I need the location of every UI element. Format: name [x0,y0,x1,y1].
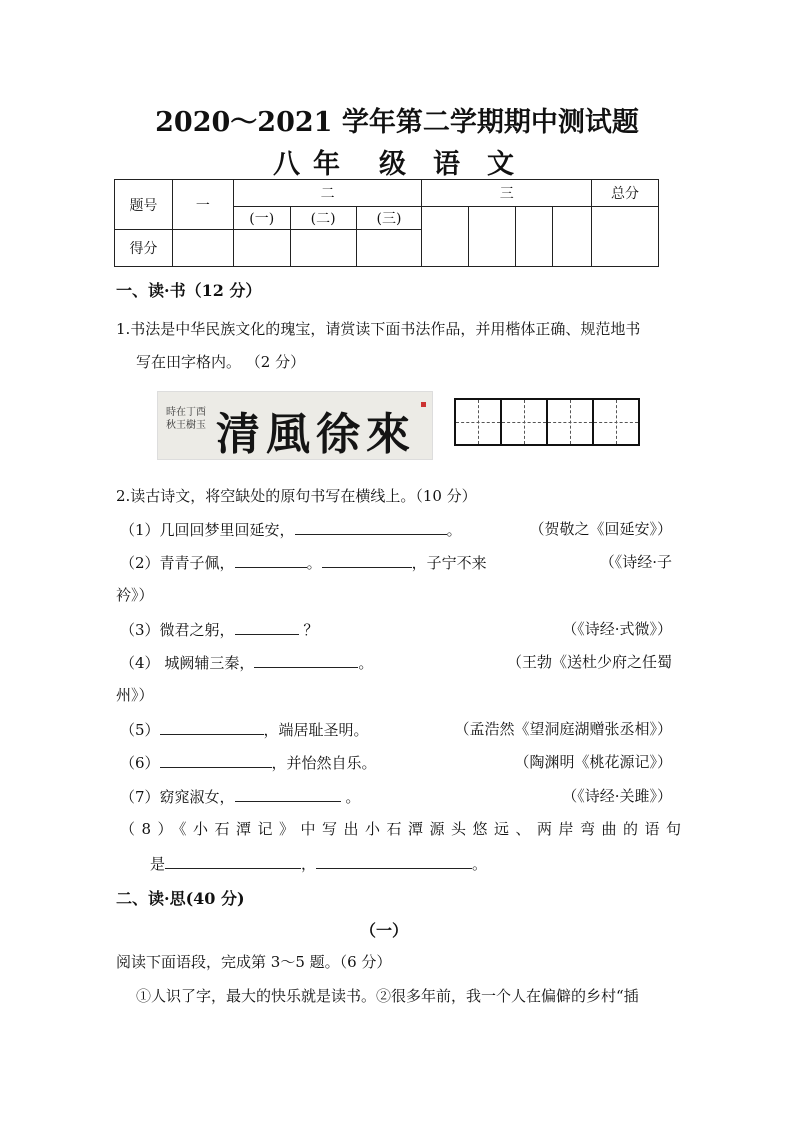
tianzige-cell[interactable] [500,398,546,446]
score-cell[interactable] [516,207,553,267]
answer-blank[interactable] [235,618,299,635]
poem-item-8: （8）《小石潭记》中写出小石潭源头悠远、两岸弯曲的语句 [120,820,688,838]
item-text: 。 [340,788,361,806]
subtitle-char: 年 [313,149,342,180]
q1-line1: 1.书法是中华民族文化的瑰宝，请赏读下面书法作品，并用楷体正确、规范地书 [116,320,641,338]
item-source: （《诗经·关雎》） [562,787,672,805]
item-number: （4） [120,654,160,672]
item-text: 几回回梦里回延安， [159,521,295,539]
poem-item-6 [120,751,377,774]
subtitle-char: 八 [273,149,302,180]
answer-blank[interactable] [160,718,264,735]
poem-item-5 [120,718,369,741]
item-source: （贺敬之《回延安》） [529,520,672,538]
q1-line2: 写在田字格内。 （2 分） [136,353,306,371]
item-number: （5） [120,721,160,739]
section2-part: （一） [359,921,408,940]
col-two-sub: (三) [356,207,422,230]
item-text: ，并怡然自乐。 [271,754,377,772]
item-text: 微君之躬， [159,621,235,639]
score-cell[interactable] [422,207,469,267]
answer-blank[interactable] [235,785,341,802]
item-text: 城阙辅三秦， [159,654,255,672]
calligraphy-inscription: 時在丁酉秋王樹玉 [166,407,206,431]
section1-heading: 一、读·书（12 分） [116,281,262,300]
reading-instruction: 阅读下面语段，完成第 3～5 题。（6 分） [116,953,392,971]
poem-item-4 [120,651,373,674]
poem-item-1 [120,518,462,541]
item-text: ，子宁不来 [411,554,487,572]
reading-passage: ①人识了字，最大的快乐就是读书。②很多年前，我一个人在偏僻的乡村“插 [136,987,639,1005]
q2-heading: 2.读古诗文，将空缺处的原句书写在横线上。（10 分） [116,487,477,505]
poem-item-2 [120,551,487,574]
item-text: 。 [306,554,322,572]
section2-heading: 二、读·思(40 分) [116,889,245,908]
score-table [114,179,659,267]
item-number: （1） [120,521,160,539]
subtitle-char: 文 [487,149,516,180]
item-number: （3） [120,621,160,639]
exam-subtitle [273,142,516,181]
poem-item-7 [120,785,360,808]
col-three: 三 [422,180,592,207]
subtitle-char: 级 [379,149,408,180]
col-two-sub: (一) [233,207,290,230]
row-label-question: 题号 [115,180,173,230]
item-text: 窈窕淑女， [159,788,235,806]
col-one: 一 [172,180,233,230]
answer-blank[interactable] [295,518,447,535]
score-cell[interactable] [172,230,233,267]
item-number: （2） [120,554,160,572]
item-text: ？ [303,621,319,639]
poem-item-8-answer [150,852,487,875]
seal-stamp [421,402,426,407]
exam-title: 2020～2021 学年第二学期期中测试题 [155,107,639,138]
answer-blank[interactable] [254,651,358,668]
item-source: （陶渊明《桃花源记》） [514,753,672,771]
answer-blank[interactable] [165,852,301,869]
score-cell[interactable] [356,230,422,267]
poem-item-3 [120,618,318,641]
item-source-cont: 衿》） [116,586,154,604]
col-two: 二 [233,180,422,207]
col-total: 总分 [592,180,659,207]
score-cell[interactable] [233,230,290,267]
item-source: （《诗经·子 [599,553,672,571]
col-two-sub: (二) [290,207,356,230]
item-number: （6） [120,754,160,772]
tianzige-grid [454,398,640,446]
answer-blank[interactable] [235,551,307,568]
subtitle-char: 语 [433,149,462,180]
tianzige-cell[interactable] [592,398,640,446]
item-source: （孟浩然《望洞庭湖赠张丞相》） [454,720,672,738]
score-cell[interactable] [553,207,592,267]
score-cell[interactable] [469,207,516,267]
item-number: （7） [120,788,160,806]
item-text: 。 [472,855,488,873]
item-text: 青青子佩， [159,554,235,572]
item-text: ，端居耻圣明。 [263,721,369,739]
item-text: ， [301,855,317,873]
tianzige-cell[interactable] [546,398,592,446]
score-cell[interactable] [290,230,356,267]
item-text: 。 [358,654,374,672]
item-source: （王勃《送杜少府之任蜀 [506,653,672,671]
answer-blank[interactable] [160,751,272,768]
calligraphy-text: 清風徐來 [216,409,416,460]
answer-blank[interactable] [316,852,472,869]
row-label-score: 得分 [115,230,173,267]
answer-blank[interactable] [322,551,412,568]
item-source-cont: 州》） [116,686,154,704]
score-cell[interactable] [592,207,659,267]
item-source: （《诗经·式微》） [562,620,672,638]
calligraphy-artwork [157,391,433,460]
item-text: 。 [446,521,462,539]
item-text: 是 [150,855,166,873]
tianzige-cell[interactable] [454,398,500,446]
